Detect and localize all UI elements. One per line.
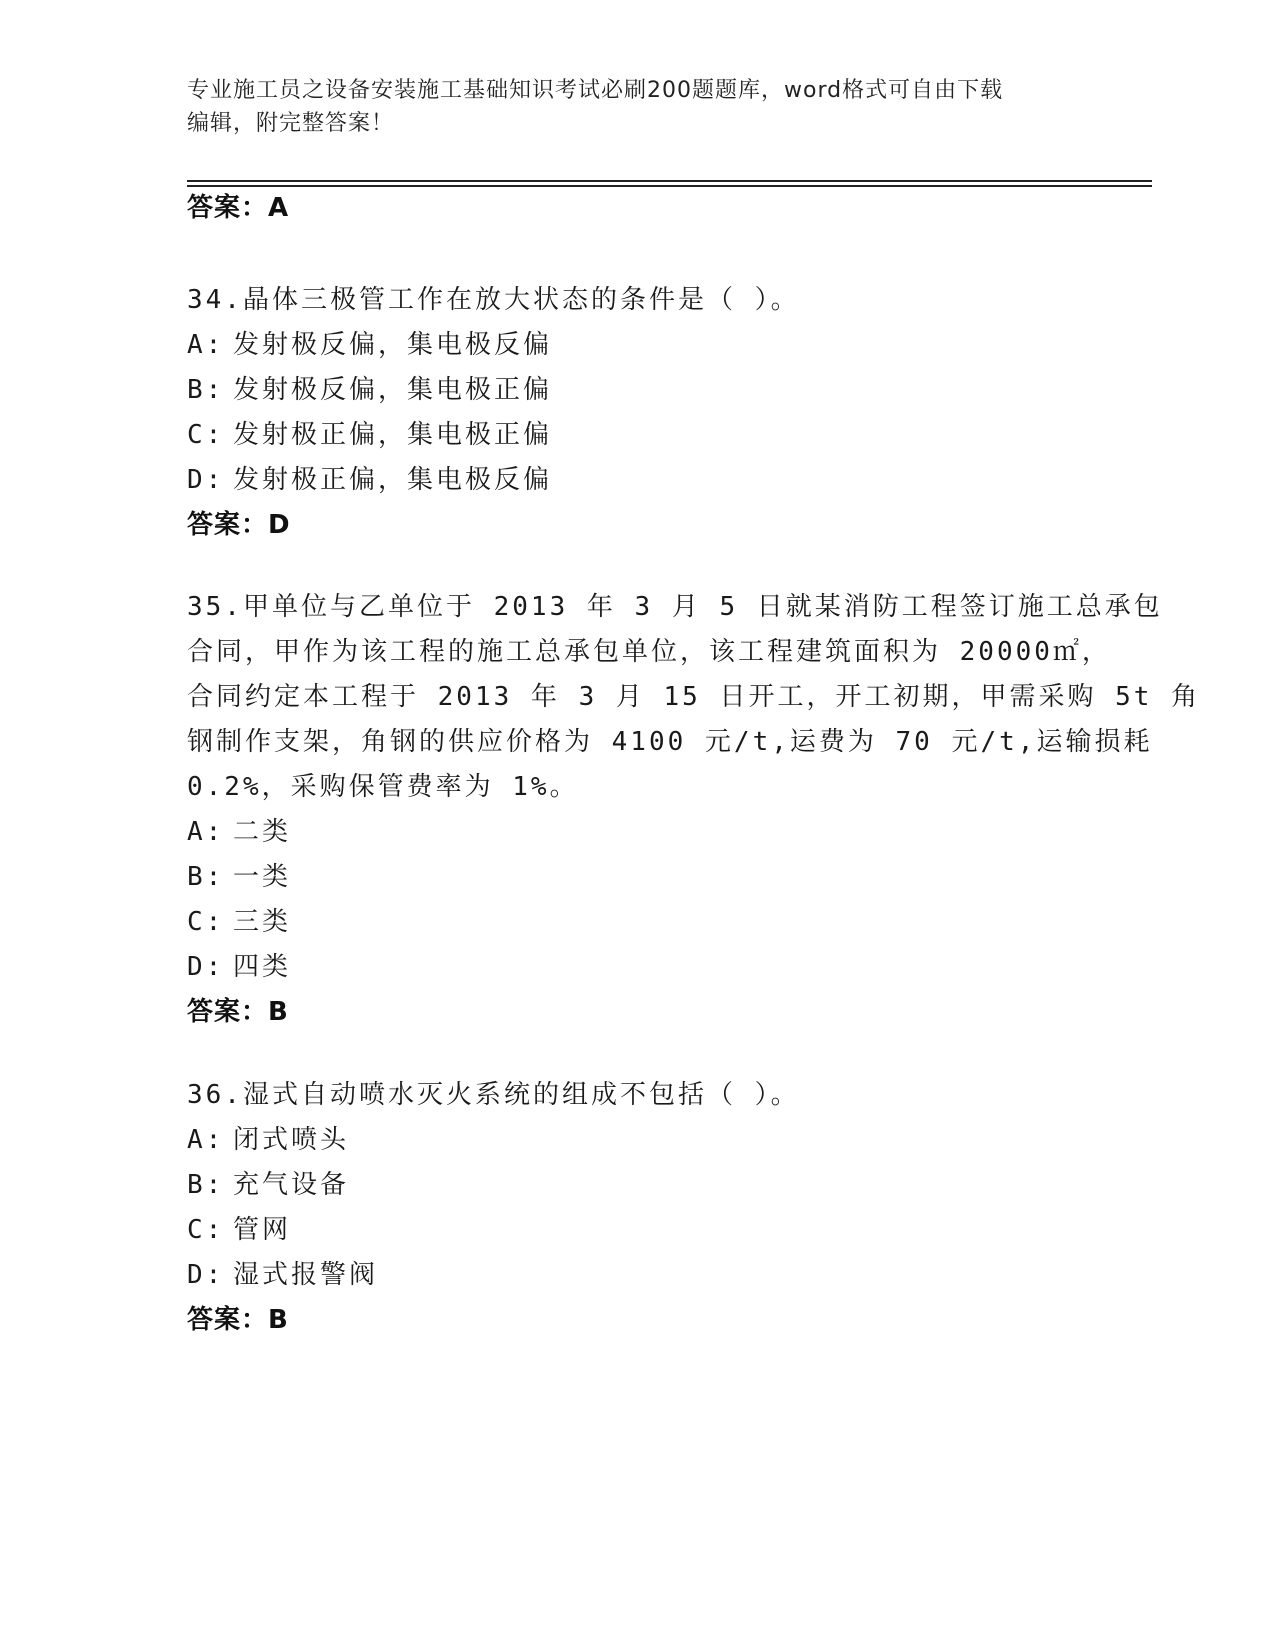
question-stem-line: 36.湿式自动喷水灭火系统的组成不包括（ ）。 bbox=[187, 1080, 800, 1110]
document-header bbox=[187, 74, 1087, 140]
option-a bbox=[187, 1118, 1087, 1163]
option-letter: C: bbox=[187, 907, 225, 937]
option-d bbox=[187, 945, 1087, 990]
option-text: 二类 bbox=[233, 817, 292, 847]
answer-line: 答案：D bbox=[187, 510, 291, 540]
question-stem-line: 合同约定本工程于 2013 年 3 月 15 日开工，开工初期，甲需采购 5t 角 bbox=[187, 682, 1201, 712]
option-c bbox=[187, 900, 1087, 945]
option-letter: D: bbox=[187, 465, 225, 495]
option-b bbox=[187, 1163, 1087, 1208]
option-letter: D: bbox=[187, 1260, 225, 1290]
option-a bbox=[187, 323, 1087, 368]
question-stem-line: 35.甲单位与乙单位于 2013 年 3 月 5 日就某消防工程签订施工总承包 bbox=[187, 592, 1163, 622]
header-divider-top bbox=[187, 180, 1152, 182]
option-text: 一类 bbox=[233, 862, 292, 892]
answer-line: 答案：A bbox=[187, 193, 290, 223]
header-line-1: 专业施工员之设备安装施工基础知识考试必刷200题题库，word格式可自由下载 bbox=[187, 78, 1004, 103]
option-b bbox=[187, 855, 1087, 900]
option-text: 三类 bbox=[233, 907, 292, 937]
question-stem-line: 合同，甲作为该工程的施工总承包单位，该工程建筑面积为 20000㎡， bbox=[187, 637, 1111, 667]
question-stem-line: 钢制作支架，角钢的供应价格为 4100 元/t,运费为 70 元/t,运输损耗 bbox=[187, 727, 1153, 757]
answer-line: 答案：B bbox=[187, 997, 289, 1027]
option-letter: C: bbox=[187, 420, 225, 450]
answer-block-prev bbox=[187, 186, 1087, 231]
option-d bbox=[187, 1253, 1087, 1298]
option-letter: D: bbox=[187, 952, 225, 982]
option-c bbox=[187, 1208, 1087, 1253]
question-stem-line: 0.2%，采购保管费率为 1%。 bbox=[187, 772, 579, 802]
option-letter: B: bbox=[187, 1170, 225, 1200]
option-letter: C: bbox=[187, 1215, 225, 1245]
option-c bbox=[187, 413, 1087, 458]
option-text: 管网 bbox=[233, 1215, 292, 1245]
option-letter: B: bbox=[187, 862, 225, 892]
header-line-2: 编辑，附完整答案！ bbox=[187, 111, 395, 136]
option-text: 发射极正偏，集电极反偏 bbox=[233, 465, 553, 495]
answer-line: 答案：B bbox=[187, 1305, 289, 1335]
option-b bbox=[187, 368, 1087, 413]
question-34 bbox=[187, 278, 1087, 548]
option-text: 充气设备 bbox=[233, 1170, 350, 1200]
option-text: 发射极反偏，集电极正偏 bbox=[233, 375, 553, 405]
option-text: 闭式喷头 bbox=[233, 1125, 350, 1155]
option-letter: A: bbox=[187, 330, 225, 360]
option-letter: B: bbox=[187, 375, 225, 405]
option-d bbox=[187, 458, 1087, 503]
option-letter: A: bbox=[187, 817, 225, 847]
option-letter: A: bbox=[187, 1125, 225, 1155]
question-35 bbox=[187, 585, 1201, 1035]
question-36 bbox=[187, 1073, 1087, 1343]
option-text: 湿式报警阀 bbox=[233, 1260, 379, 1290]
option-a bbox=[187, 810, 1087, 855]
option-text: 发射极反偏，集电极反偏 bbox=[233, 330, 553, 360]
option-text: 发射极正偏，集电极正偏 bbox=[233, 420, 553, 450]
question-stem-line: 34.晶体三极管工作在放大状态的条件是（ ）。 bbox=[187, 285, 800, 315]
option-text: 四类 bbox=[233, 952, 292, 982]
